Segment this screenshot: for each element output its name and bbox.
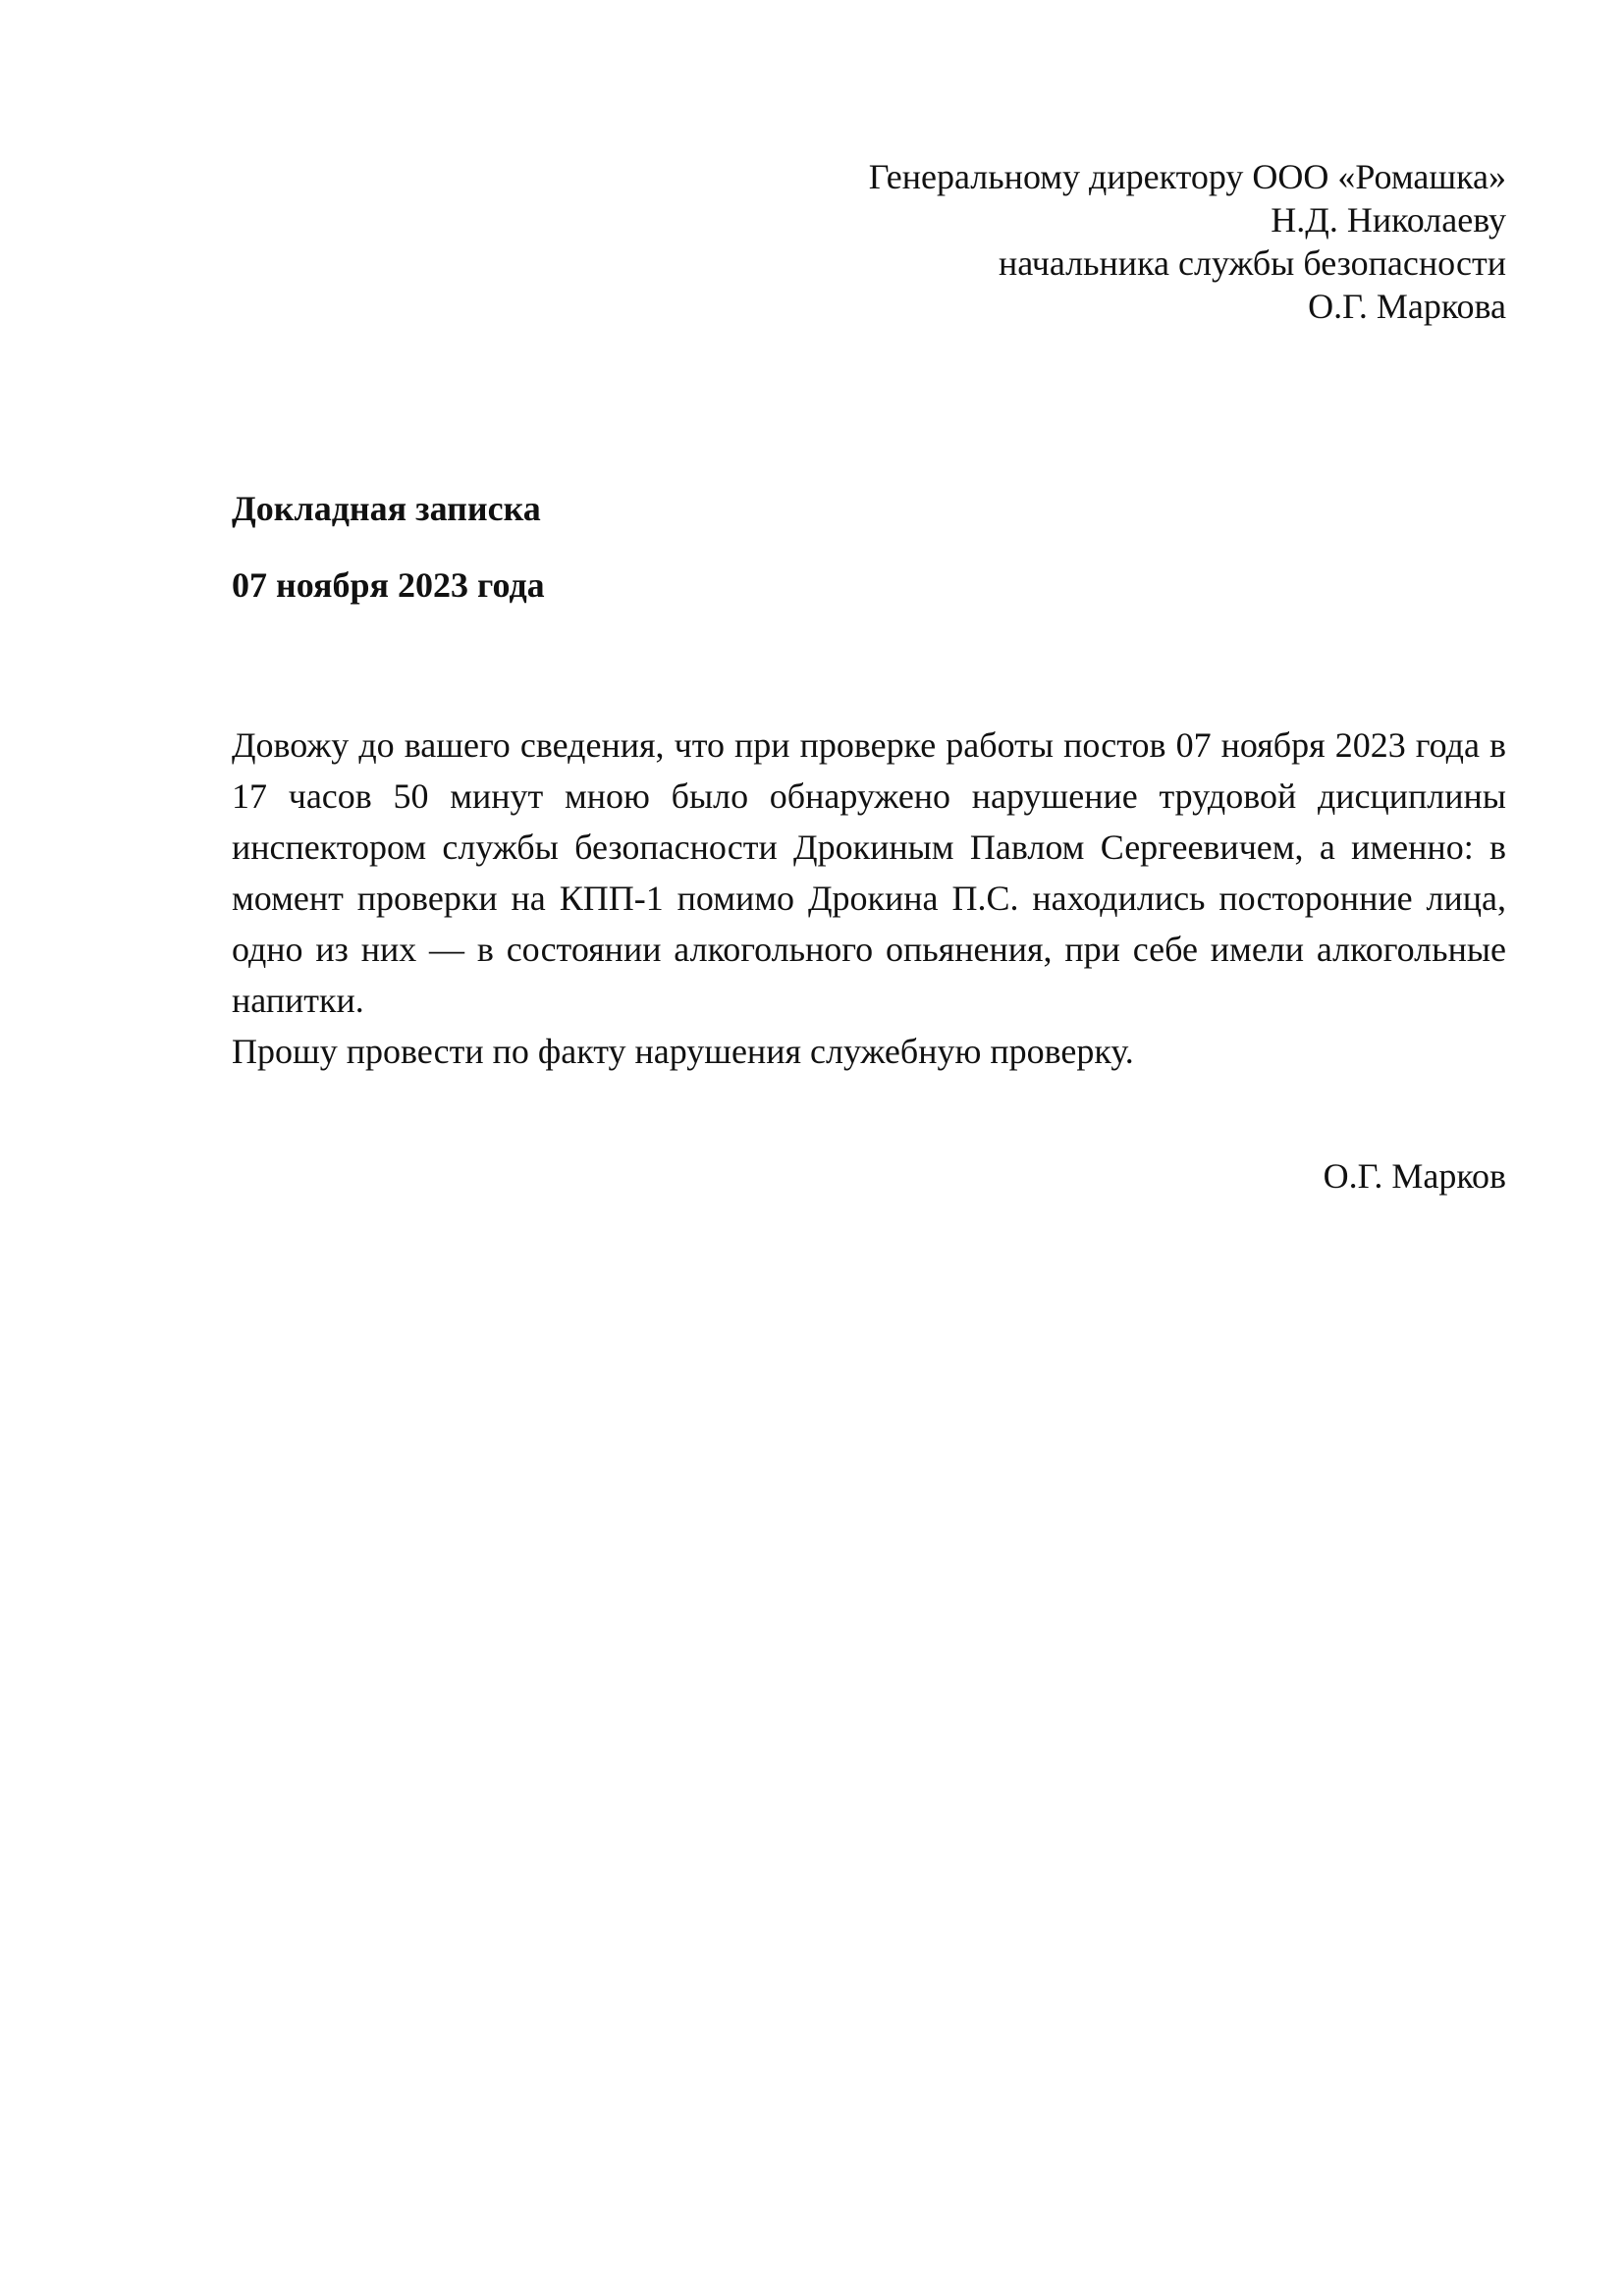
addressee-recipient-name: Н.Д. Николаеву — [1271, 200, 1506, 240]
body-paragraph: Довожу до вашего сведения, что при проверке работы постов 07 ноября 2023 года в 17 часов 50 минут мною было обнаружено нарушение трудовой дисциплины инспектором службы безопасности Дрокиным Павлом Сергеевичем, а именно: в момент проверки на КПП-1 помимо Дрокина П.С. находились посторонние лица, одно из них — в состоянии алкогольного опьянения, при себе имели алкогольные напитки. — [232, 725, 1506, 1020]
document-body — [232, 720, 1506, 1077]
addressee-recipient-position: Генеральному директору ООО «Ромашка» — [868, 157, 1506, 196]
document-date: 07 ноября 2023 года — [232, 565, 545, 605]
request-paragraph: Прошу провести по факту нарушения служебную проверку. — [232, 1032, 1134, 1071]
addressee-sender-name: О.Г. Маркова — [1308, 287, 1506, 326]
addressee-block — [524, 155, 1506, 328]
addressee-sender-position: начальника службы безопасности — [998, 243, 1506, 283]
signature: О.Г. Марков — [1323, 1156, 1506, 1196]
document-title: Докладная записка — [232, 489, 541, 528]
